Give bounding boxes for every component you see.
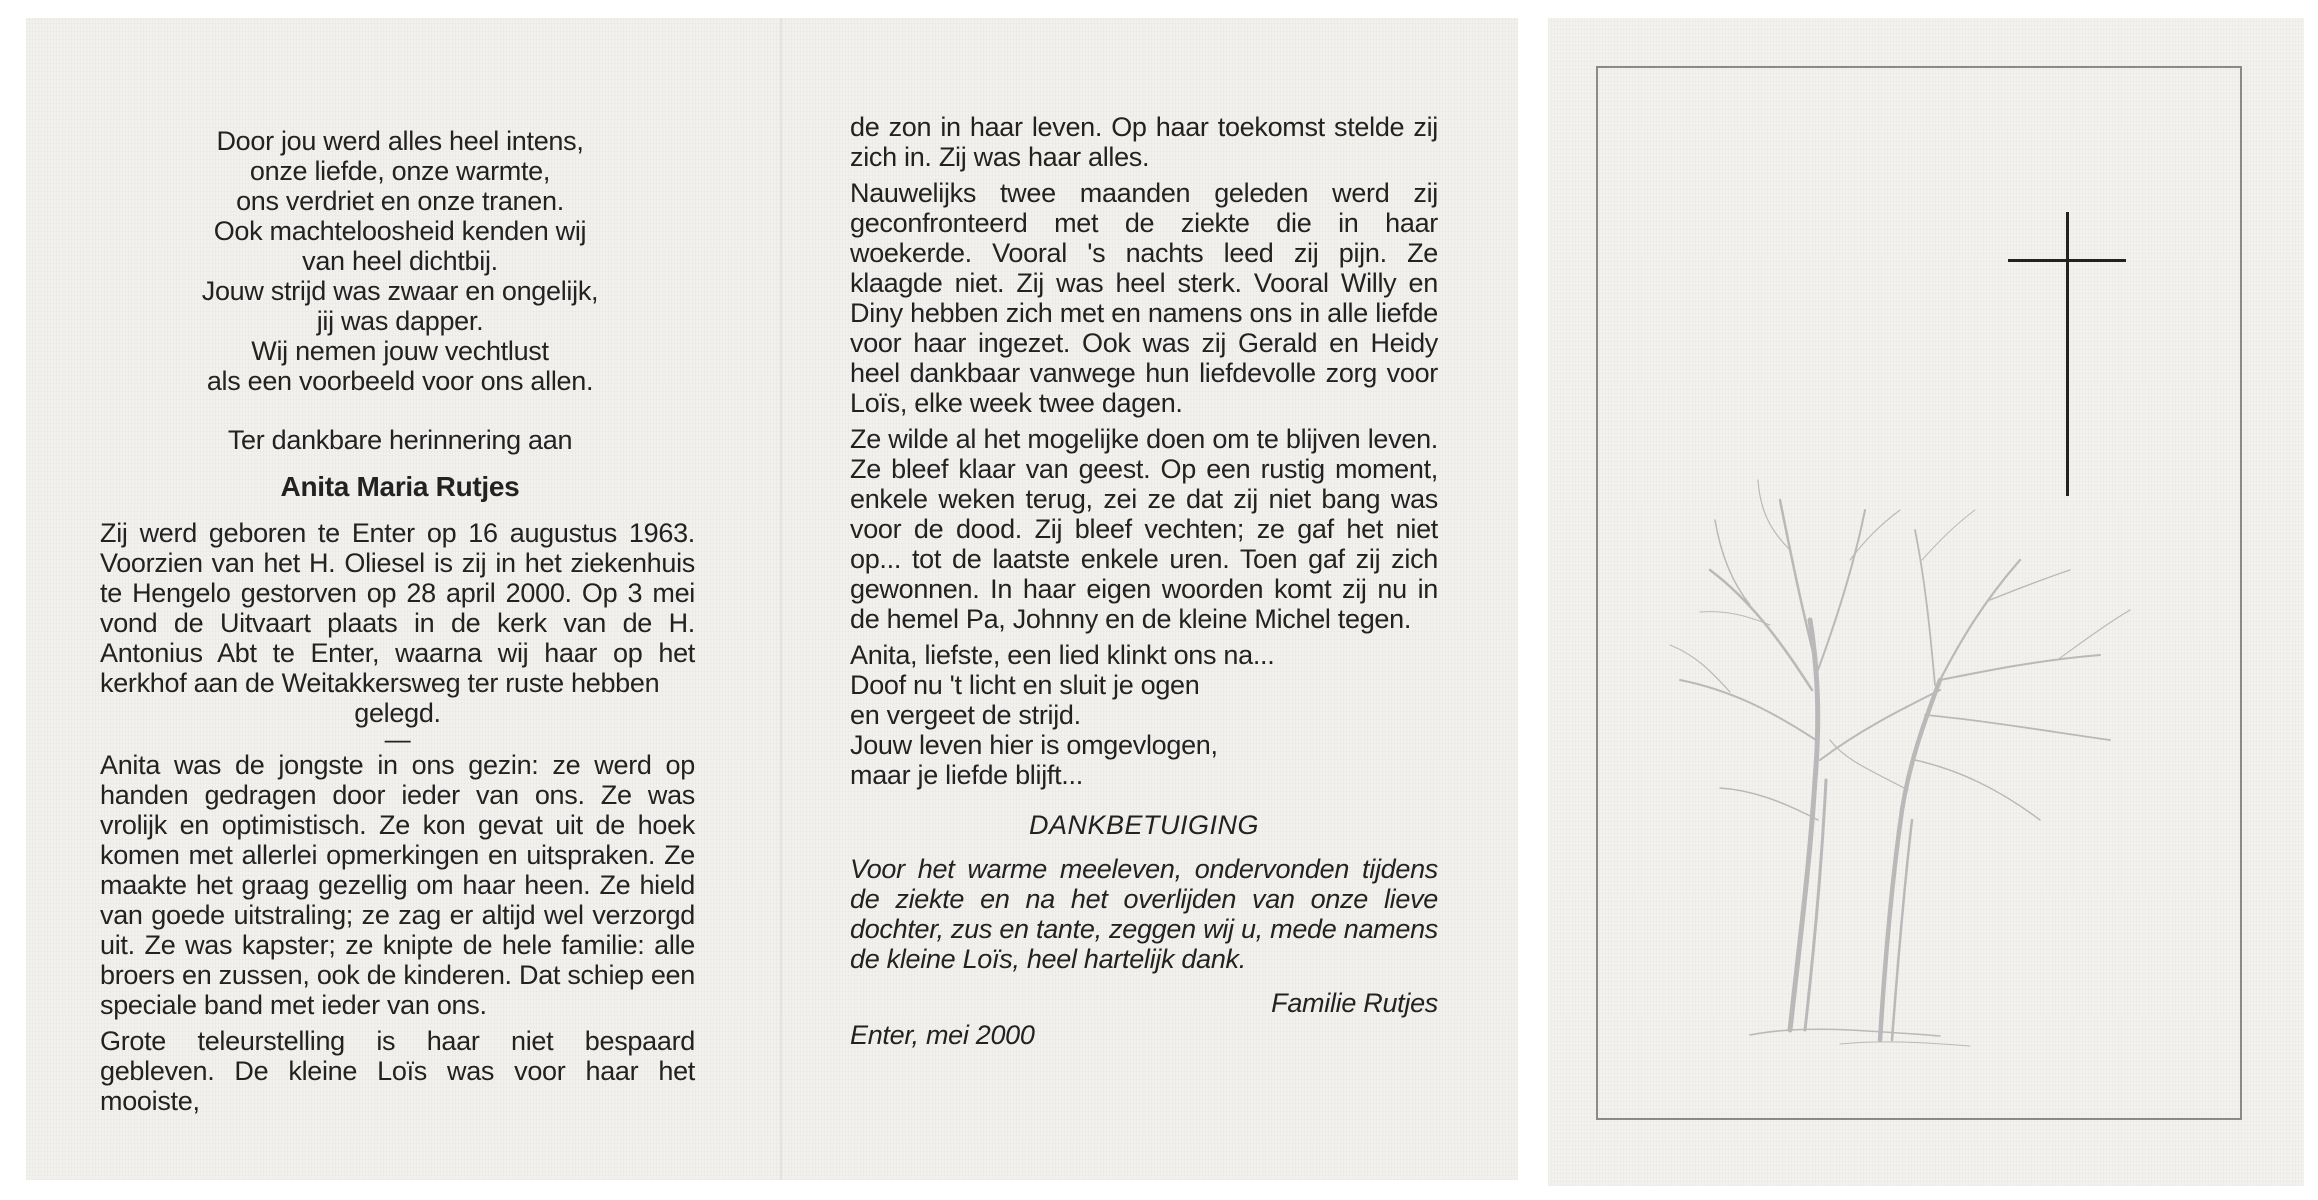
bare-trees-illustration	[1640, 440, 2180, 1060]
poem-line: van heel dichtbij.	[302, 246, 498, 276]
place-date: Enter, mei 2000	[850, 1020, 1035, 1050]
cross-icon-bar	[2008, 259, 2126, 262]
poem-line: als een voorbeeld voor ons allen.	[206, 366, 594, 396]
poem-line: Ook machteloosheid kenden wij	[213, 216, 587, 246]
bio-end: gelegd.	[354, 698, 441, 728]
paragraph-will: Ze wilde al het mogelijke doen om te blijven leven. Ze bleef klaar van geest. Op een rustig moment, enkele weken terug, zei ze dat zij niet bang was voor de dood. Zij bleef vechten; ze gaf het niet op... tot de laatste enkele uren. Toen gaf zij zich gewonnen. In haar eigen woorden komt zij nu in de hemel Pa, Johnny en de kleine Michel tegen.	[850, 424, 1438, 634]
thanks-title: DANKBETUIGING	[1028, 810, 1260, 840]
dedication: Ter dankbare herinnering aan	[227, 425, 573, 455]
poem-line: Jouw strijd was zwaar en ongelijk,	[201, 276, 599, 306]
signature: Familie Rutjes	[1271, 988, 1438, 1018]
opening-poem	[100, 126, 700, 396]
poem-line: jij was dapper.	[316, 306, 484, 336]
poem-line: Jouw leven hier is omgevlogen,	[850, 730, 1218, 760]
center-fold	[780, 18, 782, 1180]
deceased-name: Anita Maria Rutjes	[280, 471, 520, 502]
poem-line: maar je liefde blijft...	[850, 760, 1083, 790]
poem-line: ons verdriet en onze tranen.	[236, 186, 564, 216]
closing-poem	[850, 640, 1438, 790]
poem-line: onze liefde, onze warmte,	[249, 156, 551, 186]
paragraph-youngest: Anita was de jongste in ons gezin: ze werd op handen gedragen door ieder van ons. Ze was vrolijk en optimistisch. Ze kon gevat uit de hoek komen met allerlei opmerkingen en uitspraken. Ze maakte het graag gezellig om haar heen. Ze hield van goede uitstraling; ze zag er altijd wel verzorgd uit. Ze was kapster; ze knipte de hele familie: alle broers en zussen, ook de kinderen. Dat schiep een speciale band met ieder van ons.	[100, 750, 695, 1020]
paragraph-disappointment: Grote teleurstelling is haar niet bespaard gebleven. De kleine Loïs was voor haar het mooiste,	[100, 1026, 695, 1116]
bio-paragraph: Zij werd geboren te Enter op 16 augustus 1963. Voorzien van het H. Oliesel is zij in het ziekenhuis te Hengelo gestorven op 28 april 2000. Op 3 mei vond de Uitvaart plaats in de kerk van de H. Antonius Abt te Enter, waarna wij haar op het kerkhof aan de Weitakkersweg ter ruste hebben	[100, 518, 695, 698]
paragraph-illness: Nauwelijks twee maanden geleden werd zij geconfronteerd met de ziekte die in haar woekerde. Vooral 's nachts leed zij pijn. Ze klaagde niet. Zij was heel sterk. Vooral Willy en Diny hebben zich met en namens ons in alle liefde voor haar ingezet. Ook was zij Gerald en Heidy heel dankbaar vanwege hun liefdevolle zorg voor Loïs, elke week twee dagen.	[850, 178, 1438, 418]
left-column-text	[100, 518, 695, 1116]
paragraph-sun: de zon in haar leven. Op haar toekomst stelde zij zich in. Zij was haar alles.	[850, 112, 1438, 172]
poem-line: Door jou werd alles heel intens,	[216, 126, 584, 156]
poem-line: Doof nu 't licht en sluit je ogen	[850, 670, 1200, 700]
poem-line: en vergeet de strijd.	[850, 700, 1081, 730]
thanks-text: Voor het warme meeleven, ondervonden tijdens de ziekte en na het overlijden van onze lieve dochter, zus en tante, zeggen wij u, mede namens de kleine Loïs, heel hartelijk dank.	[850, 854, 1438, 974]
right-column-text	[850, 112, 1438, 1050]
separator-dash: —	[384, 724, 411, 754]
poem-line: Anita, liefste, een lied klinkt ons na...	[850, 640, 1275, 670]
poem-line: Wij nemen jouw vechtlust	[251, 336, 549, 366]
